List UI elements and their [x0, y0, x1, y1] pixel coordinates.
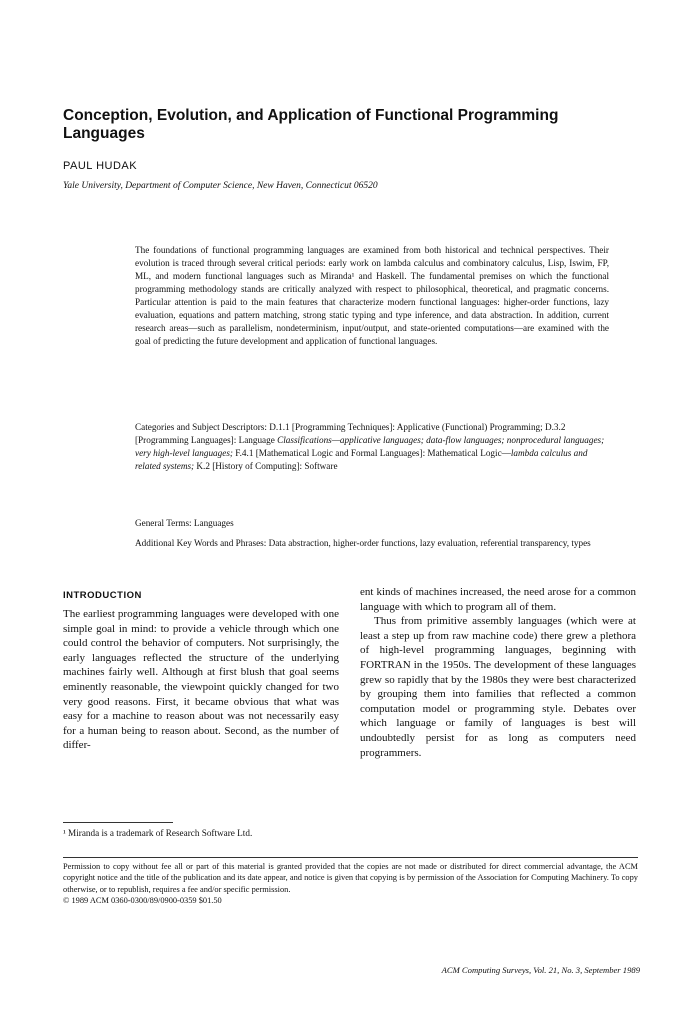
categories-line-3-rest: K.2 [History of Computing]:	[194, 461, 303, 471]
permission-rule	[63, 857, 638, 858]
intro-left-paragraph: The earliest programming languages were developed with one simple goal in mind: to provide a vehicle through which one could control the behavior of computers. Not surprisingly, the early languages reflected the structure of the underlying machines fairly well. Although at first blush that goal seems eminently reasonable, the viewpoint quickly changed for two very good reasons. First, it became obvious that what was easy for a machine to reason about was not necessarily easy for a human being to reason about. Second, as the number of differ-	[63, 608, 339, 752]
categories-line-3: Mathematical Logic—	[427, 448, 511, 458]
intro-right-column	[360, 585, 636, 760]
footnote-rule	[63, 822, 173, 823]
copyright-line: © 1989 ACM 0360-0300/89/0900-0359 $01.50	[63, 895, 222, 905]
author-name: PAUL HUDAK	[63, 160, 138, 172]
abstract-text: The foundations of functional programming languages are examined from both historical and technical perspectives. Their evolution is traced through several critical periods: early work on lambda calculus and combinatory calculus, Lisp, Iswim, FP, ML, and modern functional languages such as Miranda¹ and Haskell. The fundamental premises on which the functional programming methodology stands are critically analyzed with respect to philosophical, theoretical, and pragmatic concerns. Particular attention is paid to the main features that characterize modern functional languages: higher-order functions, lazy evaluation, equations and pattern matching, strong static typing and type inference, and data abstraction. In addition, current research areas—such as parallelism, nondeterminism, input/output, and state-oriented computations—are examined with the goal of predicting the future development and application of functional languages.	[135, 245, 609, 346]
paper-title: Conception, Evolution, and Application of Functional Programming Languages	[63, 107, 559, 142]
intro-right-paragraph-2: Thus from primitive assembly languages (which were at least a step up from raw machine code) there grew a plethora of high-level programming languages, beginning with FORTRAN in the 1950s. The development of these languages grew so rapidly that by the 1980s they were best characterized by grouping them into families that reflected a common computation model or programming style. Debates over which language or family of languages is best will undoubtedly persist for as long as computers need programmers.	[360, 615, 636, 759]
footnote-text: ¹ Miranda is a trademark of Research Software Ltd.	[63, 828, 253, 838]
permission-notice	[63, 861, 638, 906]
running-footer: ACM Computing Surveys, Vol. 21, No. 3, September 1989	[441, 965, 640, 975]
general-terms: General Terms: Languages	[135, 518, 234, 528]
intro-right-paragraph-1: ent kinds of machines increased, the need arose for a common language with which to program all of them.	[360, 586, 636, 613]
categories-line-1: Categories and Subject Descriptors: D.1.1 [Programming Techniques]: Applicative (Functional) Programming; D.3.2 [Programming Languages]: Language	[135, 422, 566, 445]
categories-line-3-italic: lambda calculus and related systems;	[135, 448, 588, 471]
introduction-heading: INTRODUCTION	[63, 590, 142, 601]
categories-line-2-italic: Classifications—applicative languages; data-flow languages; nonprocedural languages; very high-level languages;	[135, 435, 605, 458]
categories-block	[135, 421, 609, 473]
permission-text: Permission to copy without fee all or part of this material is granted provided that the copies are not made or distributed for direct commercial advantage, the ACM copyright notice and the title of the publication and its date appear, and notice is given that copying is by permission of the Association for Computing Machinery. To copy otherwise, or to republish, requires a fee and/or specific permission.	[63, 862, 638, 894]
keywords-text: Additional Key Words and Phrases: Data abstraction, higher-order functions, lazy evaluation, referential transparency, types	[135, 538, 591, 548]
intro-left-column	[63, 607, 339, 753]
categories-line-2-rest: F.4.1 [Mathematical Logic and Formal Languages]:	[232, 448, 426, 458]
categories-line-4: Software	[304, 461, 338, 471]
author-affiliation: Yale University, Department of Computer Science, New Haven, Connecticut 06520	[63, 181, 378, 191]
